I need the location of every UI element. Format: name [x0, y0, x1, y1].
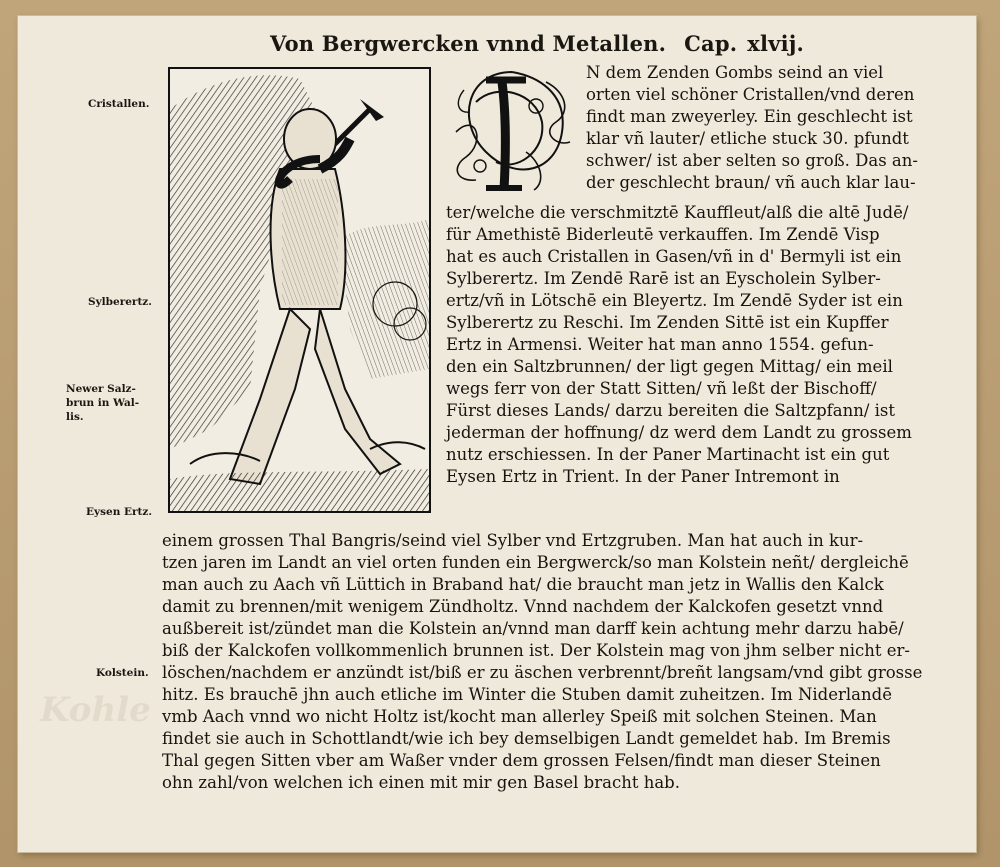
body-line-4: klar vñ lauter/ etliche stuck 30. pfundt: [586, 129, 909, 148]
running-header: [270, 31, 810, 55]
body-line-24: außbereit ist/zündet man die Kolstein an/vnnd man darff kein achtung mehr darzu habē/: [162, 619, 904, 638]
body-line-18: nutz erschiessen. In der Paner Martinacht ist ein gut: [446, 445, 890, 464]
body-line-14: den ein Saltzbrunnen/ der ligt gegen Mittag/ ein meil: [446, 357, 893, 376]
header-title: Von Bergwercken vnnd Metallen.: [270, 31, 667, 56]
body-line-16: Fürst dieses Lands/ darzu bereiten die Saltzpfann/ ist: [446, 401, 896, 420]
body-line-2: orten viel schöner Cristallen/vnd deren: [586, 85, 915, 104]
body-line-9: hat es auch Cristallen in Gasen/vñ in d' Bermyli ist ein: [446, 247, 902, 266]
body-line-17: jederman der hoffnung/ dz werd dem Landt zu grossem: [446, 423, 912, 442]
body-line-22: man auch zu Aach vñ Lüttich in Braband hat/ die braucht man jetz in Wallis den Kalck: [162, 575, 884, 594]
margin-note-cristallen: Cristallen.: [88, 98, 150, 110]
decorated-initial-letter: [446, 62, 578, 198]
body-line-23: damit zu brennen/mit wenigem Zündholtz. Vnnd nachdem der Kalckofen gesetzt vnnd: [162, 597, 884, 616]
body-line-29: findet sie auch in Schottlandt/wie ich bey demselbigen Landt gemeldet hab. Im Bremis: [162, 729, 891, 748]
header-chapter-number: xlvij.: [747, 31, 805, 56]
margin-note-kolstein: Kolstein.: [96, 667, 149, 679]
show-through-ink: Kohle: [40, 690, 151, 730]
body-line-28: vmb Aach vnnd wo nicht Holtz ist/kocht man allerley Speiß mit solchen Steinen. Man: [162, 707, 877, 726]
body-line-21: tzen jaren im Landt an viel orten funden ein Bergwerck/so man Kolstein neñt/ dergleichē: [162, 553, 909, 572]
body-line-1: N dem Zenden Gombs seind an viel: [586, 63, 884, 82]
margin-note-salz-line3: lis.: [66, 411, 84, 423]
body-line-31: ohn zahl/von welchen ich einen mit mir gen Basel bracht hab.: [162, 773, 680, 792]
body-line-27: hitz. Es brauchē jhn auch etliche im Winter die Stuben damit zuheitzen. Im Niderlandē: [162, 685, 892, 704]
body-line-6: der geschlecht braun/ vñ auch klar lau-: [586, 173, 916, 192]
margin-note-salz-line2: brun in Wal-: [66, 397, 140, 409]
body-line-30: Thal gegen Sitten vber am Waßer vnder dem grossen Felsen/findt man dieser Steinen: [162, 751, 881, 770]
body-line-11: ertz/vñ in Lötschē ein Bleyertz. Im Zendē Syder ist ein: [446, 291, 903, 310]
body-line-10: Sylberertz. Im Zendē Rarē ist an Eyscholein Sylber-: [446, 269, 881, 288]
woodcut-miner-illustration: [168, 67, 431, 513]
body-line-7: ter/welche die verschmitztē Kauffleut/alß die altē Judē/: [446, 203, 909, 222]
body-line-19: Eysen Ertz in Trient. In der Paner Intremont in: [446, 467, 840, 486]
margin-note-eysen: Eysen Ertz.: [86, 506, 152, 518]
body-line-3: findt man zweyerley. Ein geschlecht ist: [586, 107, 913, 126]
body-line-26: löschen/nachdem er anzündt ist/biß er zu äschen verbrennt/breñt langsam/vnd gibt grosse: [162, 663, 923, 682]
body-line-5: schwer/ ist aber selten so groß. Das an-: [586, 151, 918, 170]
miner-figure-icon: [170, 69, 429, 511]
body-line-13: Ertz in Armensi. Weiter hat man anno 1554. gefun-: [446, 335, 874, 354]
body-line-8: für Amethistē Biderleutē verkauffen. Im Zendē Visp: [446, 225, 880, 244]
ornamental-initial-icon: [446, 62, 578, 198]
body-line-12: Sylberertz zu Reschi. Im Zenden Sittē ist ein Kupffer: [446, 313, 889, 332]
margin-note-salz-line1: Newer Salz-: [66, 383, 136, 395]
body-line-15: wegs ferr von der Statt Sitten/ vñ leßt der Bischoff/: [446, 379, 877, 398]
header-cap: Cap.: [684, 31, 738, 56]
margin-note-sylberertz: Sylberertz.: [88, 296, 152, 308]
body-line-25: biß der Kalckofen vollkommenlich brunnen ist. Der Kolstein mag von jhm selber nicht er-: [162, 641, 910, 660]
body-line-20: einem grossen Thal Bangris/seind viel Sylber vnd Ertzgruben. Man hat auch in kur-: [162, 531, 864, 550]
